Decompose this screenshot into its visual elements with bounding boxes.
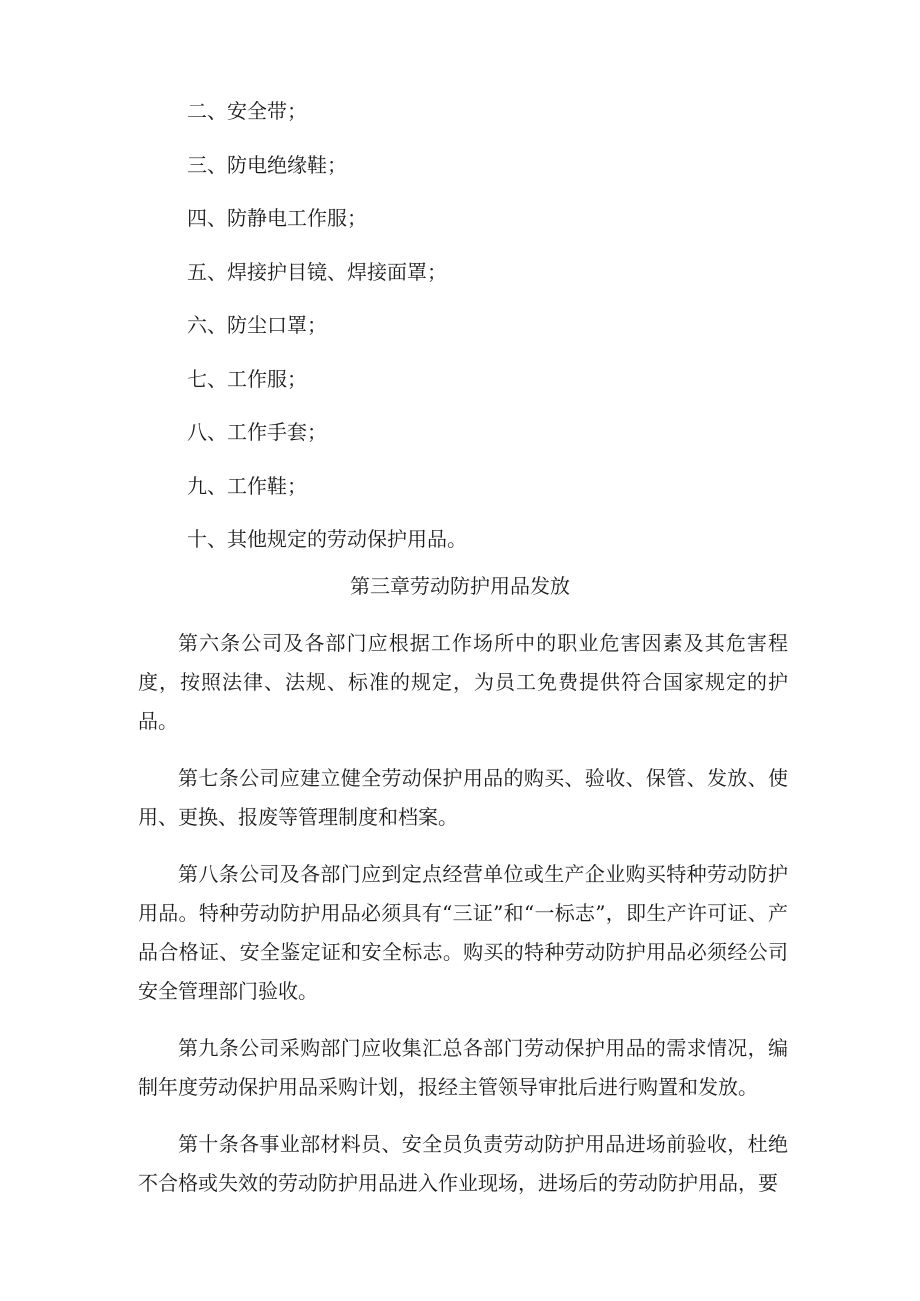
list-item: 三、防电绝缘鞋； [187,152,347,177]
article-paragraph: 第九条公司采购部门应收集汇总各部门劳动保护用品的需求情况，编制年度劳动保护用品采购计划，报经主管领导审批后进行购置和发放。 [138,1036,788,1099]
list-item: 九、工作鞋； [187,473,307,498]
list-item: 七、工作服； [187,366,307,391]
list-item: 四、防静电工作服； [187,206,367,230]
article-paragraph: 第六条公司及各部门应根据工作场所中的职业危害因素及其危害程度，按照法律、法规、标准的规定，为员工免费提供符合国家规定的护品。 [138,631,788,733]
articles-section [138,624,788,1221]
list-item: 六、防尘口罩； [187,313,327,337]
protective-equipment-list [187,96,467,578]
article-paragraph: 第八条公司及各部门应到定点经营单位或生产企业购买特种劳动防护用品。特种劳动防护用品必须具有“三证”和“一标志”，即生产许可证、产品合格证、安全鉴定证和安全标志。购买的特种劳动防护用品必须经公司安全管理部门验收。 [138,862,788,1003]
list-item: 二、安全带； [187,99,307,123]
article-paragraph: 第十条各事业部材料员、安全员负责劳动防护用品进场前验收，杜绝不合格或失效的劳动防护用品进入作业现场，进场后的劳动防护用品，要 [138,1132,788,1195]
list-item: 八、工作手套； [187,420,327,444]
list-item: 五、焊接护目镜、焊接面罩； [187,259,447,284]
chapter-title: 第三章劳动防护用品发放 [350,574,570,598]
article-paragraph: 第七条公司应建立健全劳动保护用品的购买、验收、保管、发放、使用、更换、报废等管理制度和档案。 [138,766,788,829]
list-item: 十、其他规定的劳动保护用品。 [187,527,467,551]
